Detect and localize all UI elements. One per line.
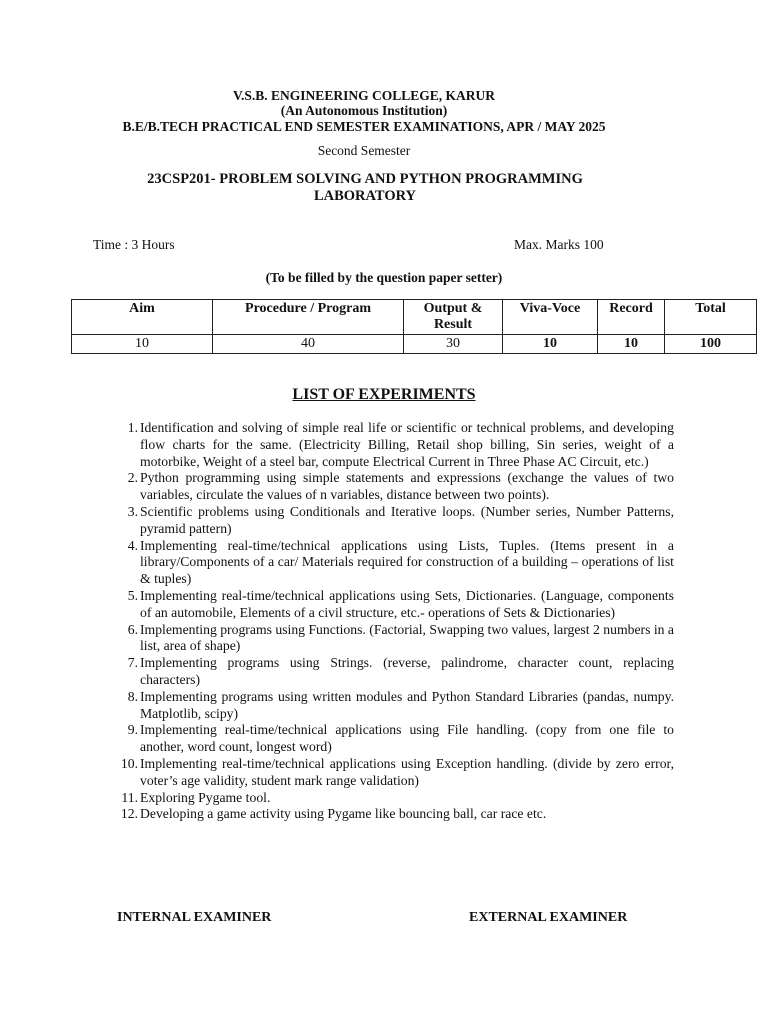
list-item [114,538,674,588]
item-text: Implementing programs using written modules and Python Standard Libraries (pandas, numpy. Matplotlib, scipy) [140,688,674,721]
list-item [114,689,674,723]
exam-duration: Time : 3 Hours [93,237,175,252]
max-marks: Max. Marks 100 [514,237,604,252]
course-title-line-2: LABORATORY [313,188,417,204]
item-text: Python programming using simple statements and expressions (exchange the values of two variables, circulate the values of n variables, distance between two points). [140,470,674,503]
table-header-row [72,300,757,335]
value-total: 100 [665,335,757,354]
header-record: Record [598,300,665,335]
list-item [114,806,674,823]
list-item [114,655,674,689]
item-number: 10. [120,755,138,771]
item-number: 12. [120,806,138,822]
header-procedure: Procedure / Program [213,300,404,335]
value-aim: 10 [72,335,213,354]
item-number: 1. [127,420,138,435]
exam-title: B.E/B.TECH PRACTICAL END SEMESTER EXAMINATIONS, APR / MAY 2025 [122,119,606,134]
item-text: Developing a game activity using Pygame like bouncing ball, car race etc. [140,806,547,822]
item-text: Identification and solving of simple real life or scientific or technical problems, and developing flow charts for the same. (Electricity Billing, Retail shop billing, Sin series, weight of a motorbike, Weight of a steel bar, compute Electrical Current in Three Phase AC Circuit, etc.) [140,420,674,469]
item-text: Implementing real-time/technical applications using Sets, Dictionaries. (Language, components of an automobile, Elements of a civil structure, etc.- operations of Sets & Dictionaries) [140,587,674,620]
header-total: Total [665,300,757,335]
item-number: 5. [127,587,138,603]
value-procedure: 40 [213,335,404,354]
college-name: V.S.B. ENGINEERING COLLEGE, KARUR [233,88,495,103]
item-text: Exploring Pygame tool. [140,789,271,805]
semester-label: Second Semester [317,143,411,158]
value-record: 10 [598,335,665,354]
institution-status: (An Autonomous Institution) [280,103,448,118]
marks-distribution-table [71,299,757,354]
item-number: 4. [127,537,138,553]
item-number: 11. [121,789,138,805]
list-item [114,722,674,756]
item-text: Implementing programs using Strings. (reverse, palindrome, character count, replacing characters) [140,655,674,687]
item-number: 3. [127,503,138,519]
header-aim: Aim [72,300,213,335]
value-viva-voce: 10 [503,335,598,354]
table-row [72,335,757,354]
item-number: 9. [127,722,138,738]
item-number: 8. [127,688,138,704]
header-viva-voce: Viva-Voce [503,300,598,335]
item-text: Implementing real-time/technical applications using Exception handling. (divide by zero error, voter’s age validity, student mark range validation) [140,755,674,788]
item-number: 2. [127,470,138,486]
experiments-list [114,420,674,823]
list-item [114,790,674,807]
internal-examiner-signature: INTERNAL EXAMINER [117,910,272,925]
list-item [114,756,674,790]
external-examiner-signature: EXTERNAL EXAMINER [469,910,628,925]
value-output-result: 30 [404,335,503,354]
list-item [114,420,674,470]
list-title: LIST OF EXPERIMENTS [292,386,476,403]
setter-note: (To be filled by the question paper setter) [265,270,503,285]
item-text: Implementing real-time/technical applications using Lists, Tuples. (Items present in a library/Components of a car/ Materials required for construction of a building – operations of list & tuples) [140,537,674,587]
list-item [114,504,674,538]
item-text: Implementing programs using Functions. (Factorial, Swapping two values, largest 2 numbers in a list, area of shape) [140,621,674,654]
item-text: Implementing real-time/technical applications using File handling. (copy from one file to another, word count, longest word) [140,722,674,755]
item-text: Scientific problems using Conditionals and Iterative loops. (Number series, Number Patterns, pyramid pattern) [140,503,674,536]
header-output-result: Output & Result [404,300,503,335]
list-item [114,622,674,656]
course-title-line-1: 23CSP201- PROBLEM SOLVING AND PYTHON PROGRAMMING [147,171,583,187]
item-number: 7. [127,655,138,671]
list-item [114,470,674,504]
item-number: 6. [127,621,138,637]
list-item [114,588,674,622]
